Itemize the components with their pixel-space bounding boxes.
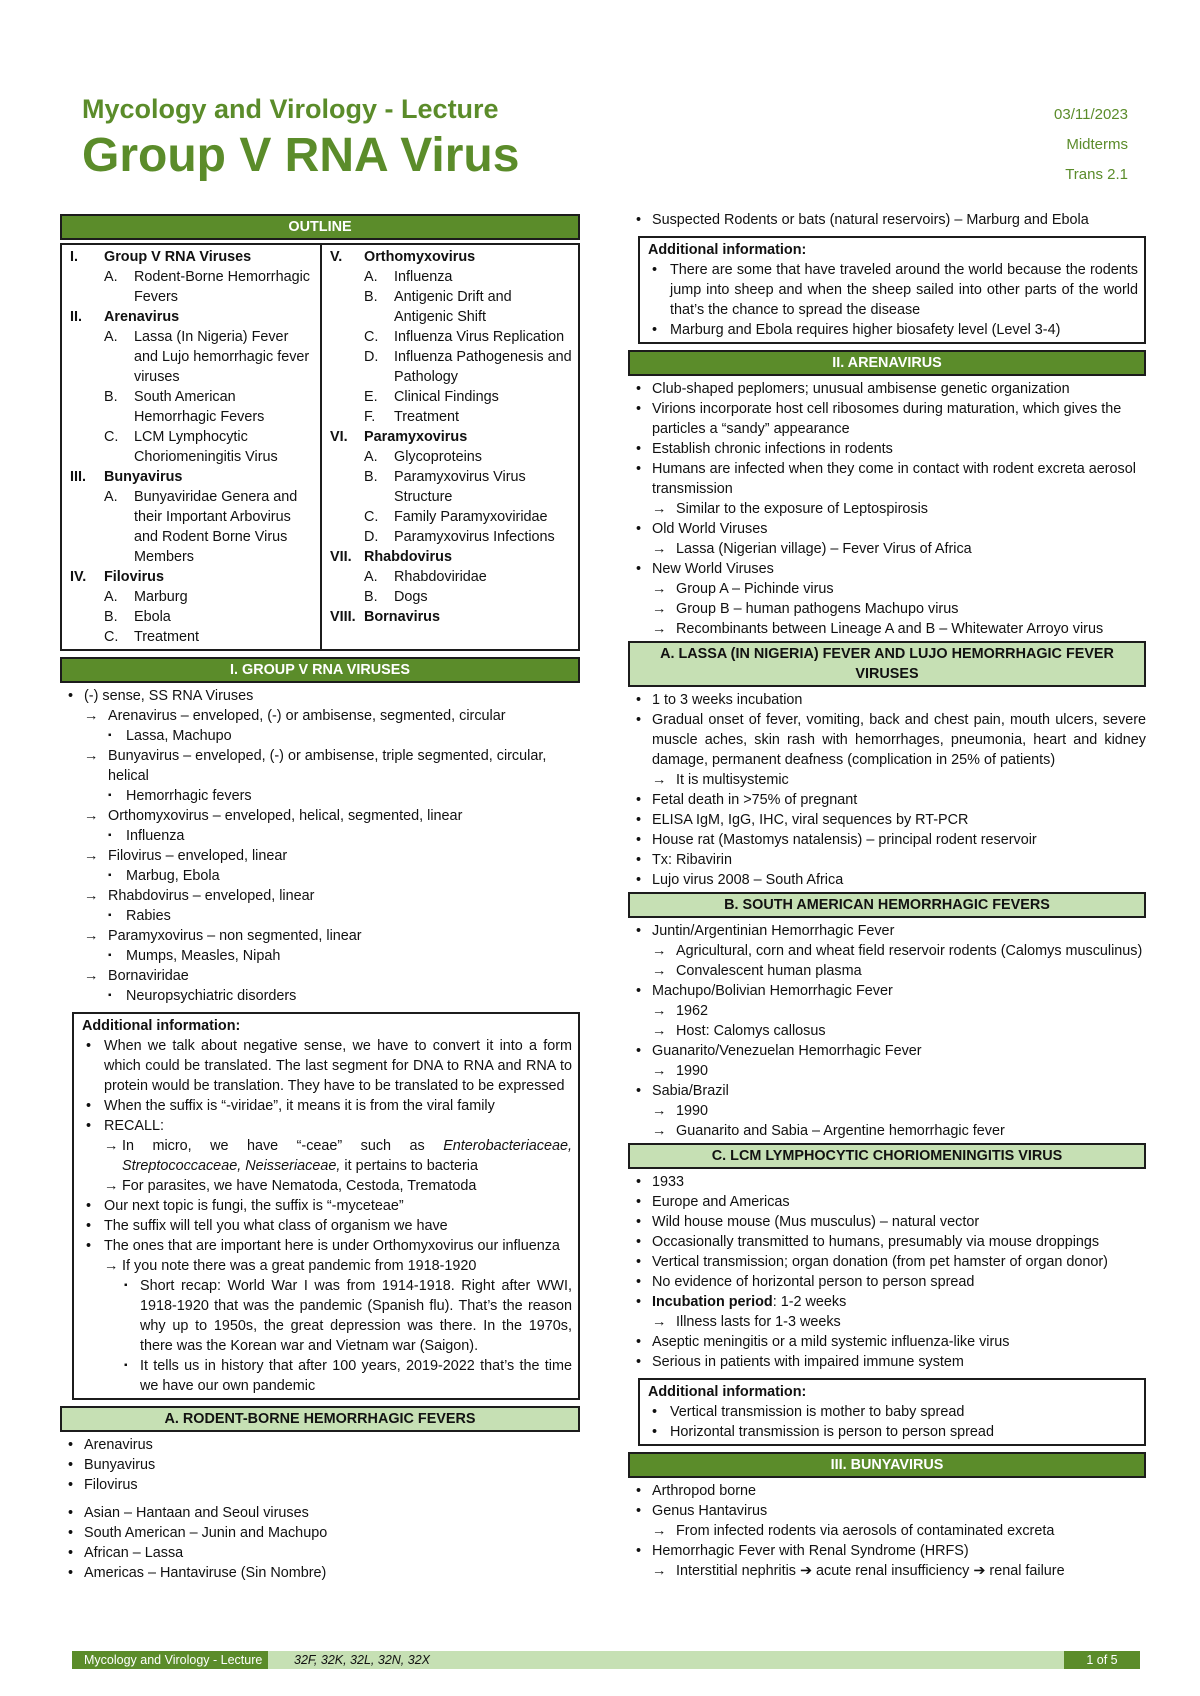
date: 03/11/2023 [1054, 106, 1128, 123]
outline-item-label: Lassa (In Nigeria) Fever and Lujo hemorrhagic fever viruses [134, 329, 310, 385]
section-heading: II. ARENAVIRUS [628, 350, 1146, 376]
outline-item-label: Influenza [394, 269, 453, 285]
spacer [60, 1495, 580, 1503]
outline-item-label: Family Paramyxoviridae [394, 509, 548, 525]
list-item: • Our next topic is fungi, the suffix is “-myceteae” [82, 1196, 572, 1216]
right-column [628, 210, 1146, 1581]
outline-letter: B. [104, 389, 118, 405]
list-item: → Group A – Pichinde virus [628, 579, 1146, 599]
list-item [628, 1292, 1146, 1312]
list-item: • Humans are infected when they come in contact with rodent excreta aerosol transmission [628, 459, 1146, 499]
outline-section-title: Orthomyxovirus [364, 249, 476, 265]
list-item: • 1 to 3 weeks incubation [628, 690, 1146, 710]
outline-item [330, 527, 572, 547]
outline-item [330, 327, 572, 347]
list-item: • Arthropod borne [628, 1481, 1146, 1501]
list-item: → Convalescent human plasma [628, 961, 1146, 981]
outline-item-label: Clinical Findings [394, 389, 499, 405]
bullet-list [60, 686, 580, 1006]
list-item: • When the suffix is “-viridae”, it means it is from the viral family [82, 1096, 572, 1116]
list-item: → Filovirus – enveloped, linear [60, 846, 580, 866]
list-item: • African – Lassa [60, 1543, 580, 1563]
outline-item [70, 387, 314, 427]
list-item: → 1962 [628, 1001, 1146, 1021]
outline-item-label: Paramyxovirus Infections [394, 529, 555, 545]
outline-left-column [62, 245, 320, 649]
outline-section-title: Bunyavirus [104, 469, 183, 485]
incubation-value: : 1-2 weeks [772, 1294, 847, 1310]
term: Midterms [1066, 136, 1128, 153]
list-item: ▪ Lassa, Machupo [60, 726, 580, 746]
list-item: • Juntin/Argentinian Hemorrhagic Fever [628, 921, 1146, 941]
section-heading: I. GROUP V RNA VIRUSES [60, 657, 580, 683]
footer-course: Mycology and Virology - Lecture [72, 1651, 268, 1669]
list-item: → Agricultural, corn and wheat field reservoir rodents (Calomys musculinus) [628, 941, 1146, 961]
list-item-text: it pertains to bacteria [340, 1158, 478, 1174]
course-subject: Mycology and Virology - Lecture [82, 94, 499, 124]
list-item: → Host: Calomys callosus [628, 1021, 1146, 1041]
outline-item-label: LCM Lymphocytic Choriomeningitis Virus [134, 429, 278, 465]
list-item: • Wild house mouse (Mus musculus) – natural vector [628, 1212, 1146, 1232]
list-item: • Gradual onset of fever, vomiting, back and chest pain, mouth ulcers, severe muscle aches, skin rash with hemorrhages, pneumonia, heart and kidney damage, permanent deafness (complication in 25% of patients) [628, 710, 1146, 770]
page-number: 1 of 5 [1064, 1651, 1140, 1669]
outline-section-title: Bornavirus [364, 609, 440, 625]
outline-item [330, 267, 572, 287]
list-item: • Establish chronic infections in rodents [628, 439, 1146, 459]
outline-item-label: Marburg [134, 589, 188, 605]
list-item: • Vertical transmission is mother to baby spread [648, 1402, 1138, 1422]
list-item: → Arenavirus – enveloped, (-) or ambisense, segmented, circular [60, 706, 580, 726]
outline-box [60, 243, 580, 651]
outline-letter: A. [364, 269, 378, 285]
list-item: • Americas – Hantaviruse (Sin Nombre) [60, 1563, 580, 1583]
list-item: • Fetal death in >75% of pregnant [628, 790, 1146, 810]
list-item: → Bornaviridae [60, 966, 580, 986]
outline-section-title: Group V RNA Viruses [104, 249, 252, 265]
list-item: • No evidence of horizontal person to person spread [628, 1272, 1146, 1292]
outline-item [70, 487, 314, 567]
bullet-list [628, 210, 1146, 230]
outline-item [330, 567, 572, 587]
outline-number: III. [70, 469, 86, 485]
list-item: • When we talk about negative sense, we have to convert it into a form which could be translated. The last segment for DNA to RNA and RNA to protein would be translation. They have to be translated to be expressed [82, 1036, 572, 1096]
bullet-list [60, 1435, 580, 1583]
outline-letter: D. [364, 349, 379, 365]
outline-item [70, 607, 314, 627]
list-item: • The ones that are important here is under Orthomyxovirus our influenza [82, 1236, 572, 1256]
page-title: Group V RNA Virus [82, 129, 520, 182]
outline-item [330, 407, 572, 427]
list-item: ▪ Neuropsychiatric disorders [60, 986, 580, 1006]
section-heading: A. RODENT-BORNE HEMORRHAGIC FEVERS [60, 1406, 580, 1432]
list-item: • Occasionally transmitted to humans, presumably via mouse droppings [628, 1232, 1146, 1252]
list-item: → Paramyxovirus – non segmented, linear [60, 926, 580, 946]
outline-letter: B. [364, 589, 378, 605]
list-item: → Lassa (Nigerian village) – Fever Virus of Africa [628, 539, 1146, 559]
outline-item [70, 267, 314, 307]
list-item: • Asian – Hantaan and Seoul viruses [60, 1503, 580, 1523]
left-column [60, 212, 580, 1583]
outline-section-title: Rhabdovirus [364, 549, 452, 565]
outline-letter: A. [104, 489, 118, 505]
list-item: → For parasites, we have Nematoda, Cestoda, Trematoda [82, 1176, 572, 1196]
outline-right-column [320, 245, 578, 649]
note-title: Additional information: [648, 1384, 807, 1400]
outline-letter: B. [364, 289, 378, 305]
outline-letter: A. [104, 589, 118, 605]
additional-info-box [638, 1378, 1146, 1446]
list-item: • Aseptic meningitis or a mild systemic influenza-like virus [628, 1332, 1146, 1352]
list-item: • (-) sense, SS RNA Viruses [60, 686, 580, 706]
outline-heading: OUTLINE [60, 214, 580, 240]
list-item: → Group B – human pathogens Machupo virus [628, 599, 1146, 619]
outline-letter: F. [364, 409, 376, 425]
outline-letter: C. [104, 429, 119, 445]
list-item: • Europe and Americas [628, 1192, 1146, 1212]
list-item: ▪ It tells us in history that after 100 years, 2019-2022 that’s the time we have our own pandemic [82, 1356, 572, 1396]
list-item: • The suffix will tell you what class of organism we have [82, 1216, 572, 1236]
list-item: • Suspected Rodents or bats (natural reservoirs) – Marburg and Ebola [628, 210, 1146, 230]
list-item: • Vertical transmission; organ donation (from pet hamster of organ donor) [628, 1252, 1146, 1272]
outline-letter: A. [104, 269, 118, 285]
outline-item [330, 467, 572, 507]
outline-number: IV. [70, 569, 87, 585]
trans-number: Trans 2.1 [1065, 166, 1128, 183]
list-item: • RECALL: [82, 1116, 572, 1136]
outline-number: VII. [330, 549, 352, 565]
list-item: → 1990 [628, 1101, 1146, 1121]
list-item: ▪ Rabies [60, 906, 580, 926]
list-item: → Bunyavirus – enveloped, (-) or ambisense, triple segmented, circular, helical [60, 746, 580, 786]
list-item: • Lujo virus 2008 – South Africa [628, 870, 1146, 890]
outline-item [330, 507, 572, 527]
list-item: • Tx: Ribavirin [628, 850, 1146, 870]
list-item: • Arenavirus [60, 1435, 580, 1455]
list-item: • Marburg and Ebola requires higher biosafety level (Level 3-4) [648, 320, 1138, 340]
section-heading: B. SOUTH AMERICAN HEMORRHAGIC FEVERS [628, 892, 1146, 918]
outline-item [70, 327, 314, 387]
list-item: • Horizontal transmission is person to person spread [648, 1422, 1138, 1442]
outline-letter: B. [104, 609, 118, 625]
outline-section [70, 467, 314, 487]
outline-item-label: Paramyxovirus Virus Structure [394, 469, 526, 505]
outline-item-label: South American Hemorrhagic Fevers [134, 389, 265, 425]
outline-item-label: Influenza Pathogenesis and Pathology [394, 349, 572, 385]
list-item: • Club-shaped peplomers; unusual ambisense genetic organization [628, 379, 1146, 399]
document-meta [1054, 100, 1128, 190]
outline-item-label: Antigenic Drift and Antigenic Shift [394, 289, 512, 325]
list-item: • ELISA IgM, IgG, IHC, viral sequences by RT-PCR [628, 810, 1146, 830]
list-item: → If you note there was a great pandemic from 1918-1920 [82, 1256, 572, 1276]
outline-item-label: Dogs [394, 589, 428, 605]
section-heading: III. BUNYAVIRUS [628, 1452, 1146, 1478]
list-item: • New World Viruses [628, 559, 1146, 579]
list-item: • Old World Viruses [628, 519, 1146, 539]
outline-item [70, 587, 314, 607]
outline-number: VI. [330, 429, 348, 445]
outline-letter: E. [364, 389, 378, 405]
outline-number: VIII. [330, 609, 356, 625]
outline-letter: C. [364, 329, 379, 345]
outline-item-label: Rodent-Borne Hemorrhagic Fevers [134, 269, 310, 305]
list-item: → 1990 [628, 1061, 1146, 1081]
bullet-list [628, 1292, 1146, 1312]
list-item: ▪ Short recap: World War I was from 1914-1918. Right after WWI, 1918-1920 that was the pandemic (Spanish flu). That’s the reason why up to 1950s, the great depression was there. In the 1970s, there was the Korean war and Vietnam war (Saigon). [82, 1276, 572, 1356]
outline-item [330, 387, 572, 407]
outline-item-label: Bunyaviridae Genera and their Important Arbovirus and Rodent Borne Virus Members [134, 489, 298, 565]
outline-section [70, 567, 314, 587]
list-item: ▪ Mumps, Measles, Nipah [60, 946, 580, 966]
list-item: • Guanarito/Venezuelan Hemorrhagic Fever [628, 1041, 1146, 1061]
outline-letter: A. [104, 329, 118, 345]
list-item: • Machupo/Bolivian Hemorrhagic Fever [628, 981, 1146, 1001]
list-item [82, 1136, 572, 1176]
outline-section-title: Arenavirus [104, 309, 180, 325]
list-item: → Orthomyxovirus – enveloped, helical, segmented, linear [60, 806, 580, 826]
list-item: • 1933 [628, 1172, 1146, 1192]
list-item: • Virions incorporate host cell ribosomes during maturation, which gives the particles a “sandy” appearance [628, 399, 1146, 439]
outline-item [330, 347, 572, 387]
outline-item-label: Ebola [134, 609, 171, 625]
list-item: • South American – Junin and Machupo [60, 1523, 580, 1543]
outline-number: II. [70, 309, 82, 325]
outline-section-title: Filovirus [104, 569, 164, 585]
outline-letter: B. [364, 469, 378, 485]
bullet-list [628, 1312, 1146, 1372]
page-footer [72, 1651, 1140, 1669]
note-title: Additional information: [648, 242, 807, 258]
outline-item [330, 287, 572, 327]
list-item: → Recombinants between Lineage A and B – Whitewater Arroyo virus [628, 619, 1146, 639]
section-heading: C. LCM LYMPHOCYTIC CHORIOMENINGITIS VIRUS [628, 1143, 1146, 1169]
list-item: ▪ Influenza [60, 826, 580, 846]
footer-sections: 32F, 32K, 32L, 32N, 32X [294, 1653, 430, 1667]
outline-letter: C. [104, 629, 119, 645]
outline-section [70, 307, 314, 327]
outline-section [330, 607, 572, 627]
outline-letter: A. [364, 449, 378, 465]
bullet-list [628, 379, 1146, 639]
list-item: → It is multisystemic [628, 770, 1146, 790]
outline-item-label: Influenza Virus Replication [394, 329, 565, 345]
list-item: ▪ Hemorrhagic fevers [60, 786, 580, 806]
outline-item [330, 447, 572, 467]
outline-section [330, 427, 572, 447]
list-item: → Rhabdovirus – enveloped, linear [60, 886, 580, 906]
outline-section [70, 247, 314, 267]
outline-item-label: Glycoproteins [394, 449, 482, 465]
list-item: • Filovirus [60, 1475, 580, 1495]
outline-letter: D. [364, 529, 379, 545]
list-item-text: In micro, we have “-ceae” such as [122, 1138, 444, 1154]
additional-info-box [72, 1012, 580, 1400]
list-item: • There are some that have traveled around the world because the rodents jump into sheep and when the sheep sailed into other parts of the world that’s the chance to spread the disease [648, 260, 1138, 320]
outline-number: V. [330, 249, 343, 265]
list-item: → Interstitial nephritis ➔ acute renal insufficiency ➔ renal failure [628, 1561, 1146, 1581]
additional-info-box [638, 236, 1146, 344]
section-heading: A. LASSA (IN NIGERIA) FEVER AND LUJO HEMORRHAGIC FEVER VIRUSES [628, 641, 1146, 687]
outline-section-title: Paramyxovirus [364, 429, 468, 445]
bullet-list [628, 690, 1146, 890]
list-item: ▪ Marbug, Ebola [60, 866, 580, 886]
outline-letter: A. [364, 569, 378, 585]
list-item: • Genus Hantavirus [628, 1501, 1146, 1521]
outline-item-label: Treatment [394, 409, 460, 425]
list-item: → From infected rodents via aerosols of contaminated excreta [628, 1521, 1146, 1541]
outline-section [330, 247, 572, 267]
incubation-label: Incubation period [652, 1294, 773, 1310]
list-item: • Sabia/Brazil [628, 1081, 1146, 1101]
bacteria-families: Enterobacteriaceae, Streptococcaceae, Neisseriaceae, [122, 1138, 572, 1174]
outline-number: I. [70, 249, 78, 265]
bullet-list [628, 921, 1146, 1141]
note-title: Additional information: [82, 1018, 241, 1034]
list-item: • Bunyavirus [60, 1455, 580, 1475]
list-item: → Similar to the exposure of Leptospirosis [628, 499, 1146, 519]
outline-section [330, 547, 572, 567]
outline-item [70, 627, 314, 647]
outline-item [70, 427, 314, 467]
list-item: → Illness lasts for 1-3 weeks [628, 1312, 1146, 1332]
bullet-list [628, 1172, 1146, 1292]
bullet-list [628, 1481, 1146, 1581]
list-item: • House rat (Mastomys natalensis) – principal rodent reservoir [628, 830, 1146, 850]
list-item: • Serious in patients with impaired immune system [628, 1352, 1146, 1372]
outline-item-label: Treatment [134, 629, 200, 645]
list-item: • Hemorrhagic Fever with Renal Syndrome (HRFS) [628, 1541, 1146, 1561]
outline-item-label: Rhabdoviridae [394, 569, 487, 585]
outline-letter: C. [364, 509, 379, 525]
outline-item [330, 587, 572, 607]
list-item: → Guanarito and Sabia – Argentine hemorrhagic fever [628, 1121, 1146, 1141]
